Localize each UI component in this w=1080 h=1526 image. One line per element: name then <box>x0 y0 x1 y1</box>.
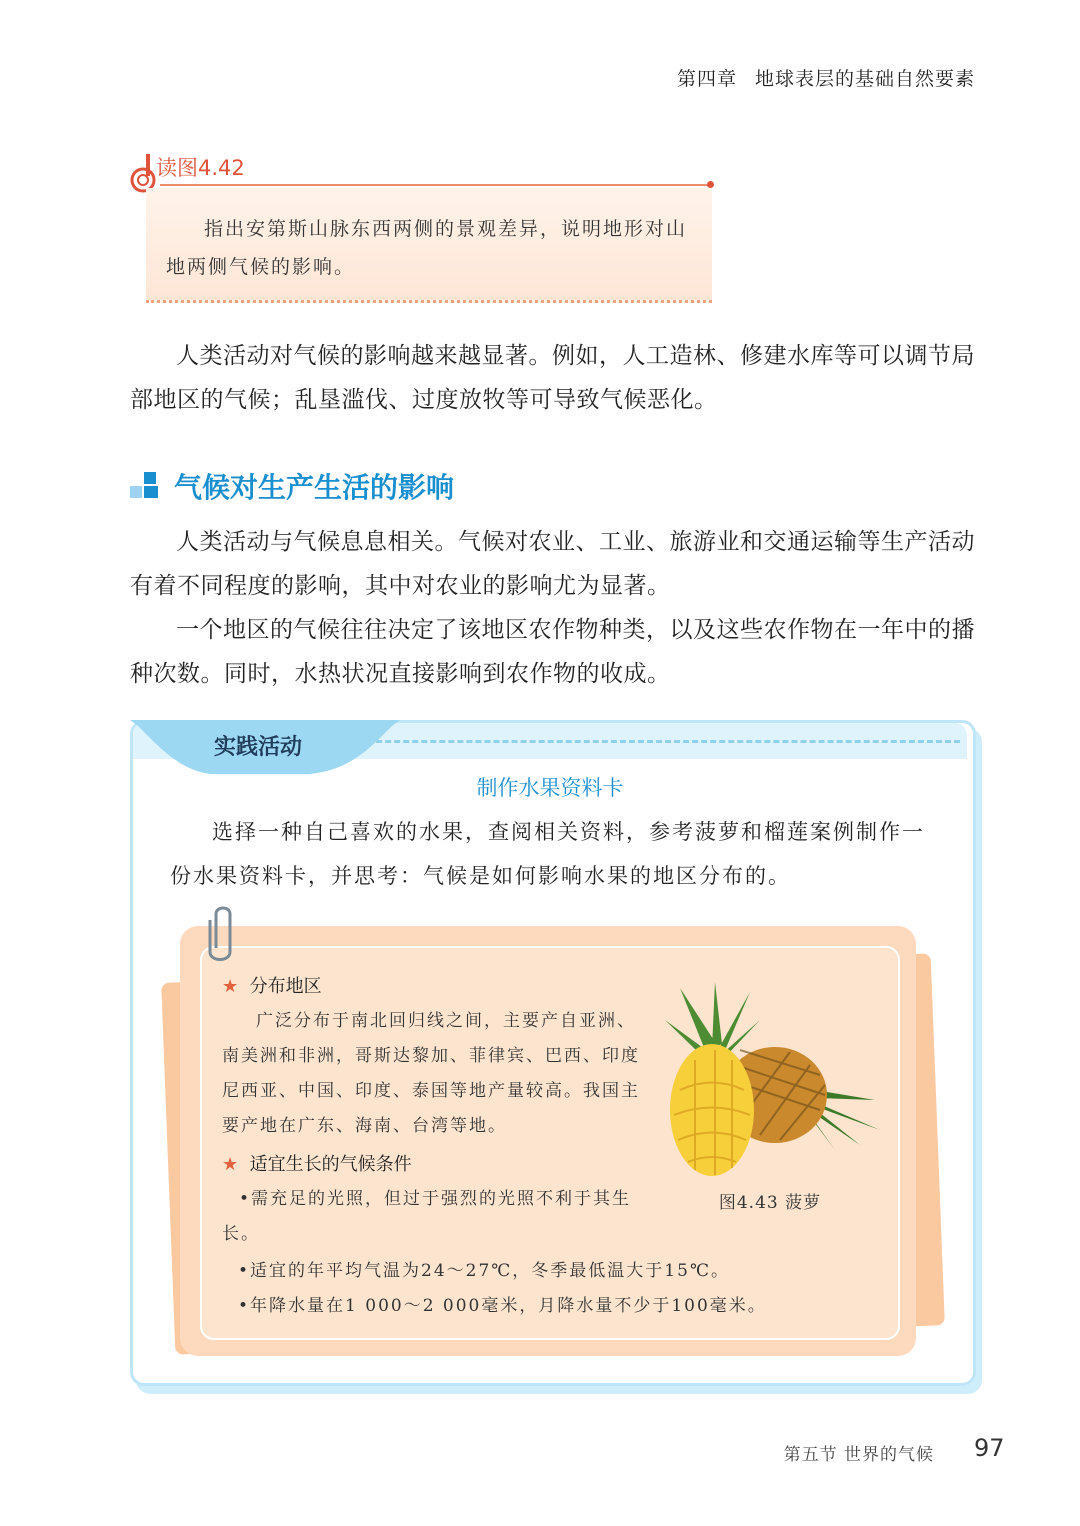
climate-conditions-heading <box>222 1150 412 1176</box>
condition-bullet-precipitation: •年降水量在1 000～2 000毫米，月降水量不少于100毫米。 <box>238 1296 767 1316</box>
chapter-title: 地球表层的基础自然要素 <box>754 68 975 90</box>
practice-instructions: 选择一种自己喜欢的水果，查阅相关资料，参考菠萝和榴莲案例制作一份水果资料卡，并思考：气候是如何影响水果的地区分布的。 <box>170 820 925 888</box>
distribution-heading-text: 分布地区 <box>249 976 322 997</box>
read-figure-rule-dot <box>707 181 714 188</box>
pineapple-image <box>660 980 890 1180</box>
star-icon: ★ <box>222 1154 239 1175</box>
footer-section-title: 第五节 世界的气候 <box>783 1445 934 1465</box>
paperclip-icon <box>206 904 236 962</box>
chapter-header <box>677 64 975 91</box>
practice-tab-label: 实践活动 <box>214 735 303 760</box>
page-number: 97 <box>974 1434 1005 1462</box>
figure-caption: 图4.43 菠萝 <box>718 1193 822 1213</box>
paragraph-human-impact: 人类活动对气候的影响越来越显著。例如，人工造林、修建水库等可以调节局部地区的气候；乱垦滥伐、过度放牧等可导致气候恶化。 <box>130 343 975 413</box>
condition-bullet-light: •需充足的光照，但过于强烈的光照不利于其生长。 <box>222 1189 632 1244</box>
read-figure-rule <box>160 184 710 186</box>
practice-title: 制作水果资料卡 <box>476 776 624 800</box>
read-figure-text: 指出安第斯山脉东西两侧的景观差异，说明地形对山地两侧气候的影响。 <box>166 218 688 278</box>
distribution-heading <box>222 972 322 998</box>
distribution-text: 广泛分布于南北回归线之间，主要产自亚洲、南美洲和非洲，哥斯达黎加、菲律宾、巴西、印度尼西亚、中国、印度、泰国等地产量较高。我国主要产地在广东、海南、台湾等地。 <box>222 1011 640 1136</box>
paragraph-crops: 一个地区的气候往往决定了该地区农作物种类，以及这些农作物在一年中的播种次数。同时，水热状况直接影响到农作物的收成。 <box>130 617 975 687</box>
paragraph-climate-production: 人类活动与气候息息相关。气候对农业、工业、旅游业和交通运输等生产活动有着不同程度的影响，其中对农业的影响尤为显著。 <box>130 529 975 599</box>
climate-conditions-heading-text: 适宜生长的气候条件 <box>249 1154 412 1175</box>
chapter-number: 第四章 <box>676 68 737 90</box>
read-figure-label: 读图4.42 <box>156 156 245 180</box>
condition-bullet-temperature: •适宜的年平均气温为24～27℃，冬季最低温大于15℃。 <box>238 1261 730 1281</box>
practice-card-dash <box>340 740 960 743</box>
section-square-icon <box>130 470 160 500</box>
section-title: 气候对生产生活的影响 <box>174 471 455 504</box>
star-icon: ★ <box>222 976 239 997</box>
